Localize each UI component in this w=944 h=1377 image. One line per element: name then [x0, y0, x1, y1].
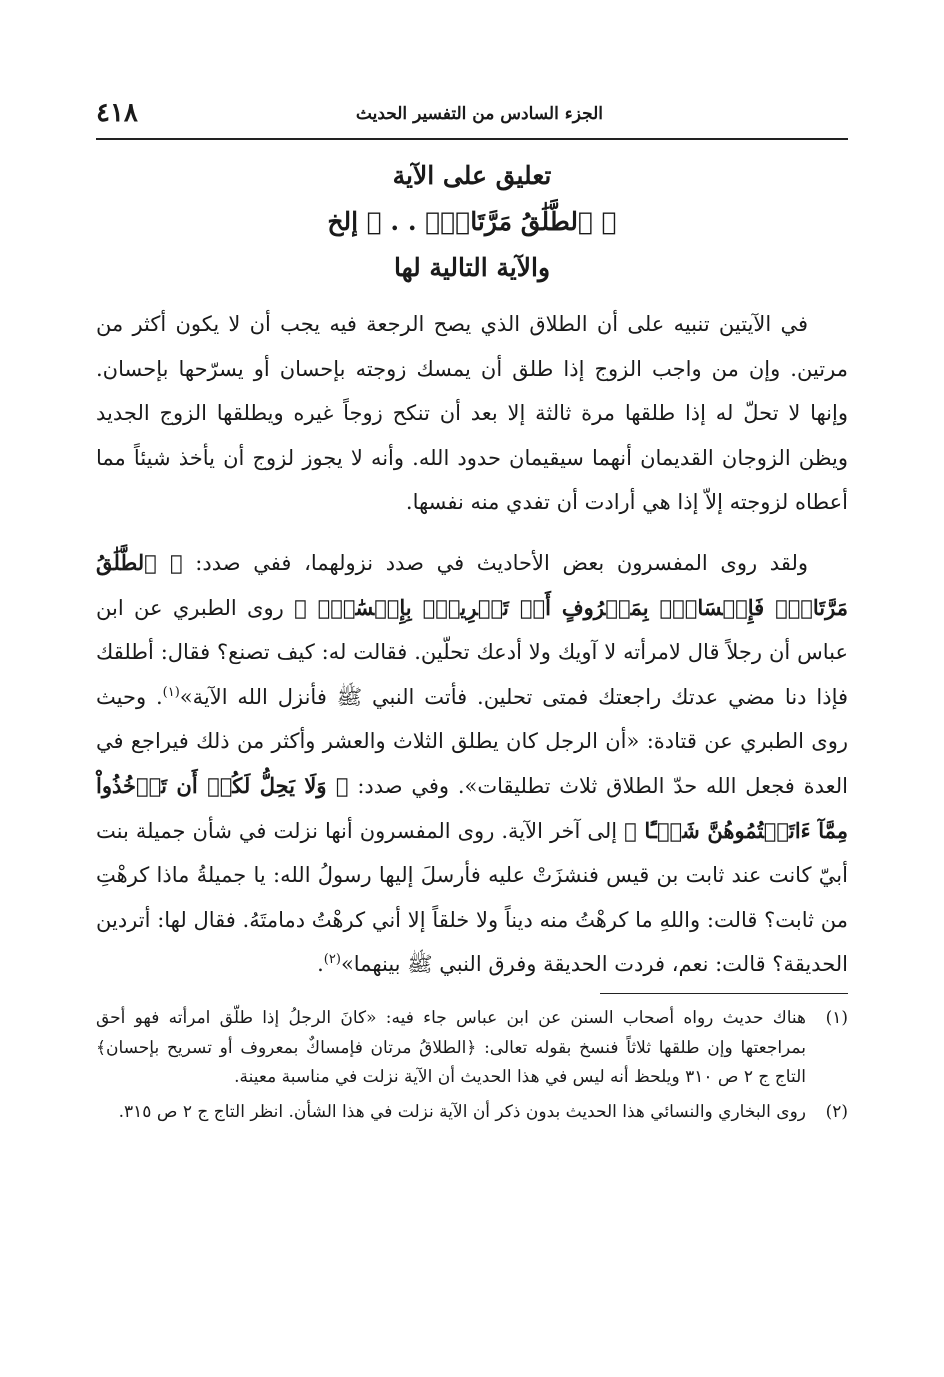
footnote-number: (١) — [825, 1008, 848, 1028]
paragraph-2 — [96, 541, 848, 987]
title-line-1: تعليق على الآية — [392, 161, 552, 190]
footnote-2 — [96, 1098, 848, 1128]
footnote-1 — [96, 1004, 848, 1093]
quran-verse-1: ﴿ ٱلطَّلَٰقُ مَرَّتَانِۖ فَإِمۡسَاكُۢ بِمَعۡرُوفٍ أَوۡ تَسۡرِيحُۢ بِإِحۡسَٰنٖۗ ﴾ — [96, 549, 848, 620]
footnote-text: هناك حديث رواه أصحاب السنن عن ابن عباس جاء فيه: «كانَ الرجلُ إذا طلّق امرأته فهو أحق بمراجعتها وإن طلقها ثلاثاً فنسخ بقوله تعالى: ﴿الطلاقُ مرتان فإمساكٌ بمعروف أو تسريح بإحسان﴾ التاج ج ٢ ص ٣١٠ ويلحظ أنه ليس في هذا الحديث أن الآية نزلت في مناسبة معينة. — [96, 1008, 806, 1087]
paragraph-2-end: . — [317, 952, 324, 977]
running-title: الجزء السادس من التفسير الحديث — [355, 104, 603, 124]
footnote-number: (٢) — [825, 1101, 848, 1122]
footnote-ref-2[interactable]: (٢) — [323, 952, 341, 968]
footnotes — [96, 1004, 848, 1132]
paragraph-2-narration-2: . وحيث روى الطبري عن قتادة: «أن الرجل كان يطلق الثلاث والعشر وأكثر من ذلك فيراجع في العدة فجعل الله حدّ الطلاق ثلاث تطليقات». وفي صدد: — [96, 684, 848, 798]
footnote-divider — [600, 993, 848, 994]
footnote-ref-1[interactable]: (١) — [162, 684, 180, 700]
footnote-text: روى البخاري والنسائي هذا الحديث بدون ذكر أن الآية نزلت في هذا الشأن. انظر التاج ج ٢ ص ٣١٥. — [118, 1101, 806, 1122]
main-text — [96, 302, 848, 987]
paragraph-2-narration-3: إلى آخر الآية. روى المفسرون أنها نزلت في شأن جميلة بنت أبيّ كانت عند ثابت بن قيس فنشزَتْ عليه فأرسلَ إليها رسولُ الله: يا جميلةُ ماذا كرهْتِ من ثابت؟ قالت: واللهِ ما كرهْتُ منه ديناً ولا خلقاً إلا أني كرهْتُ دمامتَهُ. فقال لها: أتردين الحديقة؟ قالت: نعم، فردت الحديقة وفرق النبي ﷺ بينهما» — [96, 818, 848, 977]
page-number: ٤١٨ — [96, 98, 138, 128]
section-title — [96, 153, 848, 291]
paragraph-2-intro: ولقد روى المفسرون بعض الأحاديث في صدد نزولهما، ففي صدد: — [195, 550, 808, 575]
quran-verse-2: ﴿ وَلَا يَحِلُّ لَكُمۡ أَن تَأۡخُذُواْ مِمَّآ ءَاتَيۡتُمُوهُنَّ شَيۡـًٔا ﴾ — [96, 772, 848, 843]
paragraph-2-narration-1: روى الطبري عن ابن عباس أن رجلاً قال لامرأته لا آويك ولا أدعك تحلّين. فقالت له: كيف تصنع؟ فقال: أطلقك فإذا دنا مضي عدتك راجعتك فمتى تحلين. فأتت النبي ﷺ فأنزل الله الآية» — [96, 595, 849, 709]
paragraph-1: في الآيتين تنبيه على أن الطلاق الذي يصح الرجعة فيه يجب أن لا يكون أكثر من مرتين. وإن من واجب الزوج إذا طلق أن يمسك زوجته بإحسان أو يسرّحها بإحسان. وإنها لا تحلّ له إذا طلقها مرة ثالثة إلا بعد أن تنكح زوجاً غيره ويطلقها الزوج الجديد ويظن الزوجان القديمان أنهما سيقيمان حدود الله. وأنه لا يجوز لزوج أن يأخذ شيئاً مما أعطاه لزوجته إلاّ إذا هي أرادت أن تفدي منه نفسها. — [96, 312, 848, 515]
title-line-2-verse: ﴿ ٱلطَّلَٰقُ مَرَّتَانِۖ . . ﴾ إلخ — [327, 207, 617, 236]
page-header — [96, 98, 848, 140]
title-line-3: والآية التالية لها — [393, 253, 551, 282]
